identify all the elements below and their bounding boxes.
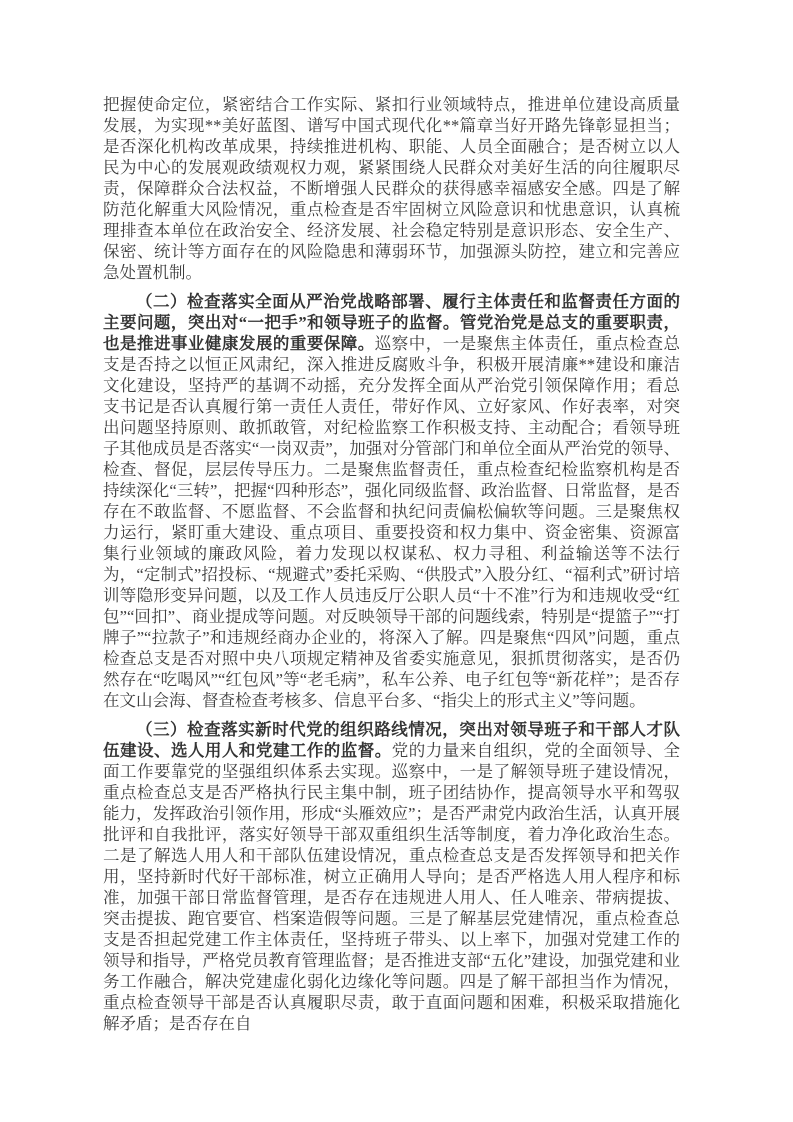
paragraph-section-3 [103,719,680,1034]
paragraph-continuation [103,94,680,283]
section-3-body-text: 党的力量来自组织，党的全面领导、全面工作要靠党的坚强组织体系去实现。巡察中，一是了解领导班子建设情况，重点检查总支是否严格执行民主集中制，班子团结协作，提高领导水平和驾驭能力，发挥政治引领作用，形成“头雁效应”；是否严肃党内政治生活，认真开展批评和自我批评，落实好领导干部双重组织生活等制度，着力净化政治生态。二是了解选人用人和干部队伍建设情况，重点检查总支是否发挥领导和把关作用，坚持新时代好干部标准，树立正确用人导向；是否严格选人用人程序和标准，加强干部日常监督管理，是否存在违规进人用人、任人唯亲、带病提拔、突击提拔、跑官要官、档案造假等问题。三是了解基层党建情况，重点检查总支是否担起党建工作主体责任，坚持班子带头、以上率下，加强对党建工作的领导和指导，严格党员教育管理监督；是否推进支部“五化”建设，加强党建和业务工作融合，解决党建虚化弱化边缘化等问题。四是了解干部担当作为情况，重点检查领导干部是否认真履职尽责，敢于直面问题和困难，积极采取措施化解矛盾；是否存在自 [103,741,681,1033]
paragraph-section-2 [103,291,680,711]
paragraph-continuation-text: 把握使命定位，紧密结合工作实际、紧扣行业领域特点，推进单位建设高质量发展，为实现**美好蓝图、谱写中国式现代化**篇章当好开路先锋彰显担当；是否深化机构改革成果，持续推进机构、职能、人员全面融合；是否树立以人民为中心的发展观政绩观权力观，紧紧围绕人民群众对美好生活的向往履职尽责，保障群众合法权益，不断增强人民群众的获得感幸福感安全感。四是了解防范化解重大风险情况，重点检查是否牢固树立风险意识和忧患意识，认真梳理排查本单位在政治安全、经济发展、社会稳定特别是意识形态、安全生产、保密、统计等方面存在的风险隐患和薄弱环节，加强源头防控，建立和完善应急处置机制。 [103,95,680,282]
section-2-heading: （二）检查落实全面从严治党战略部署、履行主体责任和监督责任方面的主要问题，突出对“一把手”和领导班子的监督。管党治党是总支的重要职责，也是推进事业健康发展的重要保障。 [103,292,680,353]
section-3-heading: （三）检查落实新时代党的组织路线情况，突出对领导班子和干部人才队伍建设、选人用人和党建工作的监督。 [103,720,680,760]
section-2-body-text: 巡察中，一是聚焦主体责任，重点检查总支是否持之以恒正风肃纪，深入推进反腐败斗争，积极开展清廉**建设和廉洁文化建设，坚持严的基调不动摇，充分发挥全面从严治党引领保障作用；看总支书记是否认真履行第一责任人责任，带好作风、立好家风、作好表率，对突出问题坚持原则、敢抓敢管，对纪检监察工作积极支持、主动配合；看领导班子其他成员是否落实“一岗双责”，加强对分管部门和单位全面从严治党的领导、检查、督促，层层传导压力。二是聚焦监督责任，重点检查纪检监察机构是否持续深化“三转”，把握“四种形态”，强化同级监督、政治监督、日常监督，是否存在不敢监督、不愿监督、不会监督和执纪问责偏松偏软等问题。三是聚焦权力运行，紧盯重大建设、重点项目、重要投资和权力集中、资金密集、资源富集行业领域的廉政风险，着力发现以权谋私、权力寻租、利益输送等不法行为，“定制式”招投标、“规避式”委托采购、“供股式”入股分红、“福利式”研讨培训等隐形变异问题，以及工作人员违反厅公职人员“十不准”行为和违规收受“红包”“回扣”、商业提成等问题。对反映领导干部的问题线索，特别是“提篮子”“打牌子”“拉款子”和违规经商办企业的，将深入了解。四是聚焦“四风”问题，重点检查总支是否对照中央八项规定精神及省委实施意见，狠抓贯彻落实，是否仍然存在“吃喝风”“红包风”等“老毛病”，私车公养、电子红包等“新花样”；是否存在文山会海、督查检查考核多、信息平台多、“指尖上的形式主义”等问题。 [103,334,681,710]
